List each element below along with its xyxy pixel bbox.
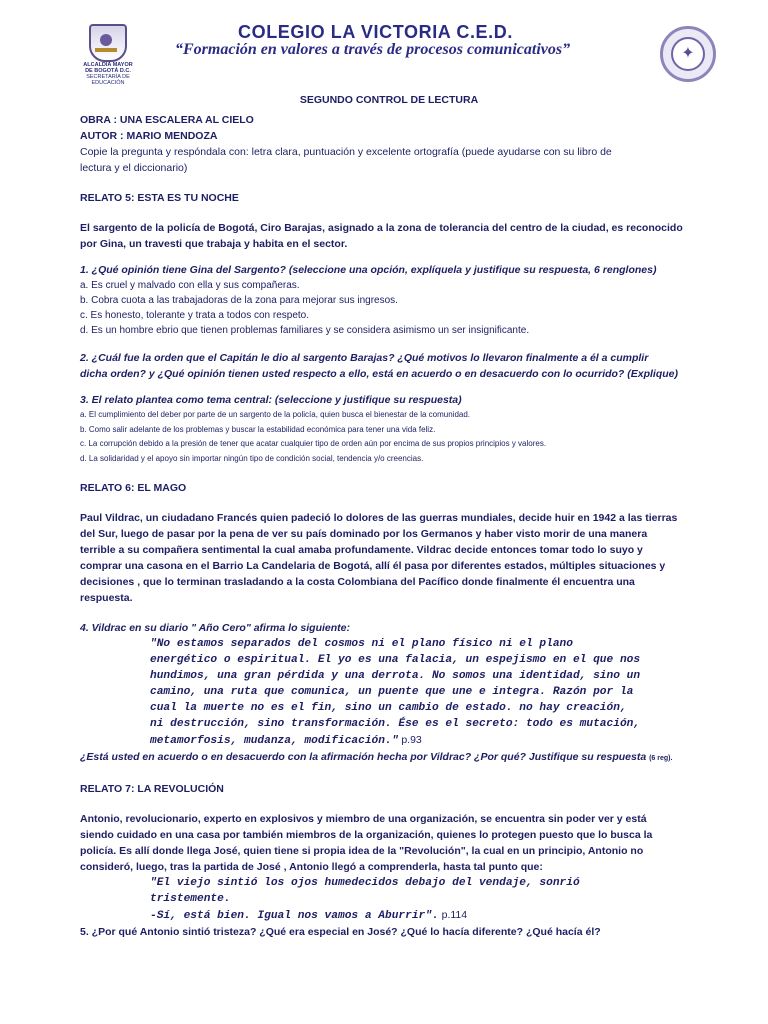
- q3-option-d: d. La solidaridad y el apoyo sin importar ningún tipo de condición social, tendencia y/o creencias.: [80, 453, 424, 463]
- antonio-quote-line-3: [150, 907, 710, 924]
- relato5-heading: RELATO 5: ESTA ES TU NOCHE: [80, 192, 239, 204]
- document-header: [0, 0, 768, 86]
- instructions-line-1: Copie la pregunta y respóndala con: letra clara, puntuación y excelente ortografía (puede ayudarse con su libro de: [80, 146, 612, 158]
- logo-line-1: ALCALDÍA MAYOR: [83, 62, 133, 68]
- relato6-summary-6: respuesta.: [80, 592, 133, 604]
- vildrac-quote-line-6: ni destrucción, sino transformación. Ése es el secreto: todo es mutación,: [150, 718, 641, 730]
- school-motto: “Formación en valores a través de procesos comunicativos”: [175, 41, 571, 58]
- relato6-summary-4: comprar una casona en el Barrio La Candelaria de Bogotá, allí él pasa por diferentes estados, múltiples situaciones y: [80, 560, 666, 572]
- q3-option-a: a. El cumplimiento del deber por parte de un sargento de la policía, quien busca el bienestar de la comunidad.: [80, 410, 471, 419]
- relato6-summary-3: terrible a su compañera sentimental la cual amaba profundamente. Vildrac decide entonces tomar todo lo suyo y: [80, 544, 643, 556]
- relato5-summary-1: El sargento de la policía de Bogotá, Ciro Barajas, asignado a la zona de tolerancia del centro de la ciudad, es reconocido: [80, 222, 683, 234]
- vildrac-quote-line-5: cual la muerte no es el fin, sino un cambio de estado. no hay creación,: [150, 702, 627, 714]
- question-2-line-2: dicha orden? y ¿Qué opinión tienen usted respecto a ello, está en acuerdo o en desacuerdo con lo ocurrido? (Explique): [80, 368, 679, 380]
- obra-line: OBRA : UNA ESCALERA AL CIELO: [80, 114, 254, 126]
- antonio-quote-line-2: tristemente.: [150, 893, 231, 905]
- question-1: 1. ¿Qué opinión tiene Gina del Sargento? (seleccione una opción, explíquela y justifique su respuesta, 6 renglones): [80, 264, 657, 276]
- question-4-reg: (6 reg).: [649, 755, 673, 762]
- vildrac-quote-line-3: hundimos, una gran pérdida y una derrota. No somos una identidad, sino un: [150, 670, 641, 682]
- relato5-summary-2: por Gina, un travesti que trabaja y habita en el sector.: [80, 238, 348, 250]
- vildrac-quote-end: metamorfosis, mudanza, modificación.": [150, 735, 399, 747]
- logo-line-3: SECRETARÍA DE EDUCACIÓN: [86, 74, 130, 86]
- question-5: 5. ¿Por qué Antonio sintió tristeza? ¿Qué era especial en José? ¿Qué lo hacía diferente? ¿Qué hacía él?: [80, 926, 601, 938]
- vildrac-quote-line-1: "No estamos separados del cosmos ni el plano físico ni el plano: [150, 638, 573, 650]
- question-4-intro: 4. Vildrac en su diario " Año Cero" afirma lo siguiente:: [80, 622, 350, 634]
- vildrac-quote-line-7: [150, 732, 710, 749]
- document-title: SEGUNDO CONTROL DE LECTURA: [299, 94, 479, 106]
- relato6-heading: RELATO 6: EL MAGO: [80, 482, 187, 494]
- eagle-emblem-icon: ✦: [671, 37, 705, 71]
- school-seal: [660, 26, 716, 82]
- relato7-summary-3: policía. Es allí donde llega José, quien tiene si propia idea de la "Revolución", la cual en un principio, Antonio no: [80, 845, 644, 857]
- instructions-line-2: lectura y el diccionario): [80, 162, 188, 174]
- relato6-summary-2: del Sur, luego de pasar por la pena de ver su país dominado por los Germanos y haber visto morir de una manera: [80, 528, 648, 540]
- antonio-quote-page: p.114: [438, 909, 468, 921]
- q1-option-a: a. Es cruel y malvado con ella y sus compañeras.: [80, 280, 300, 291]
- relato7-summary-4: consideró, luego, tras la partida de José , Antonio llegó a comprenderla, hasta tal punto que:: [80, 861, 543, 873]
- q3-option-c: c. La corrupción debido a la presión de tener que acatar cualquier tipo de orden aún por encima de sus propios principios y valores.: [80, 439, 547, 448]
- logo-line-2: DE BOGOTÁ D.C.: [85, 68, 131, 74]
- relato6-summary-5: decisiones , que lo terminan trasladando a la costa Colombiana del Pacífico donde finalmente él encuentra una: [80, 576, 635, 588]
- q3-option-b: b. Como salir adelante de los problemas y buscar la estabilidad económica para tener una vida feliz.: [80, 424, 436, 434]
- q1-option-d: d. Es un hombre ebrio que tienen problemas familiares y se considera asimismo un ser insignificante.: [80, 325, 530, 336]
- relato7-summary-1: Antonio, revolucionario, experto en explosivos y miembro de una organización, se encuentra sin poder ver y está: [80, 813, 647, 825]
- question-4-text: ¿Está usted en acuerdo o en desacuerdo con la afirmación hecha por Vildrac? ¿Por qué? Justifique su respuesta: [80, 751, 650, 763]
- antonio-quote-line-1: "El viejo sintió los ojos humedecidos debajo del vendaje, sonrió: [150, 877, 580, 889]
- relato7-heading: RELATO 7: LA REVOLUCIÓN: [80, 783, 224, 795]
- vildrac-quote-line-4: camino, una ruta que comunica, un puente que une e integra. Razón por la: [150, 686, 634, 698]
- question-3: 3. El relato plantea como tema central: (seleccione y justifique su respuesta): [80, 394, 462, 406]
- vildrac-quote-page: p.93: [398, 734, 422, 746]
- autor-line: AUTOR : MARIO MENDOZA: [80, 130, 218, 142]
- bogota-crest-icon: [89, 24, 127, 62]
- q1-option-c: c. Es honesto, tolerante y trata a todos con respeto.: [80, 310, 310, 321]
- antonio-quote-end: -Sí, está bien. Igual nos vamos a Aburrir".: [150, 910, 439, 922]
- relato7-summary-2: siendo cuidado en una casa por también miembros de la organización, quienes lo protegen puesto que lo busca la: [80, 829, 653, 841]
- document-body: [80, 94, 698, 940]
- alcaldia-logo: [72, 24, 144, 86]
- question-4: [80, 749, 698, 767]
- school-name: COLEGIO LA VICTORIA C.E.D.: [238, 22, 513, 42]
- q1-option-b: b. Cobra cuota a las trabajadoras de la zona para mejorar sus ingresos.: [80, 295, 398, 306]
- relato6-summary-1: Paul Vildrac, un ciudadano Francés quien padeció lo dolores de las guerras mundiales, decide huir en 1942 a las tierras: [80, 512, 678, 524]
- question-2-line-1: 2. ¿Cuál fue la orden que el Capitán le dio al sargento Barajas? ¿Qué motivos lo llevaron finalmente a él a cumplir: [80, 352, 649, 364]
- vildrac-quote-line-2: energético o espiritual. El yo es una falacia, un espejismo en el que nos: [150, 654, 641, 666]
